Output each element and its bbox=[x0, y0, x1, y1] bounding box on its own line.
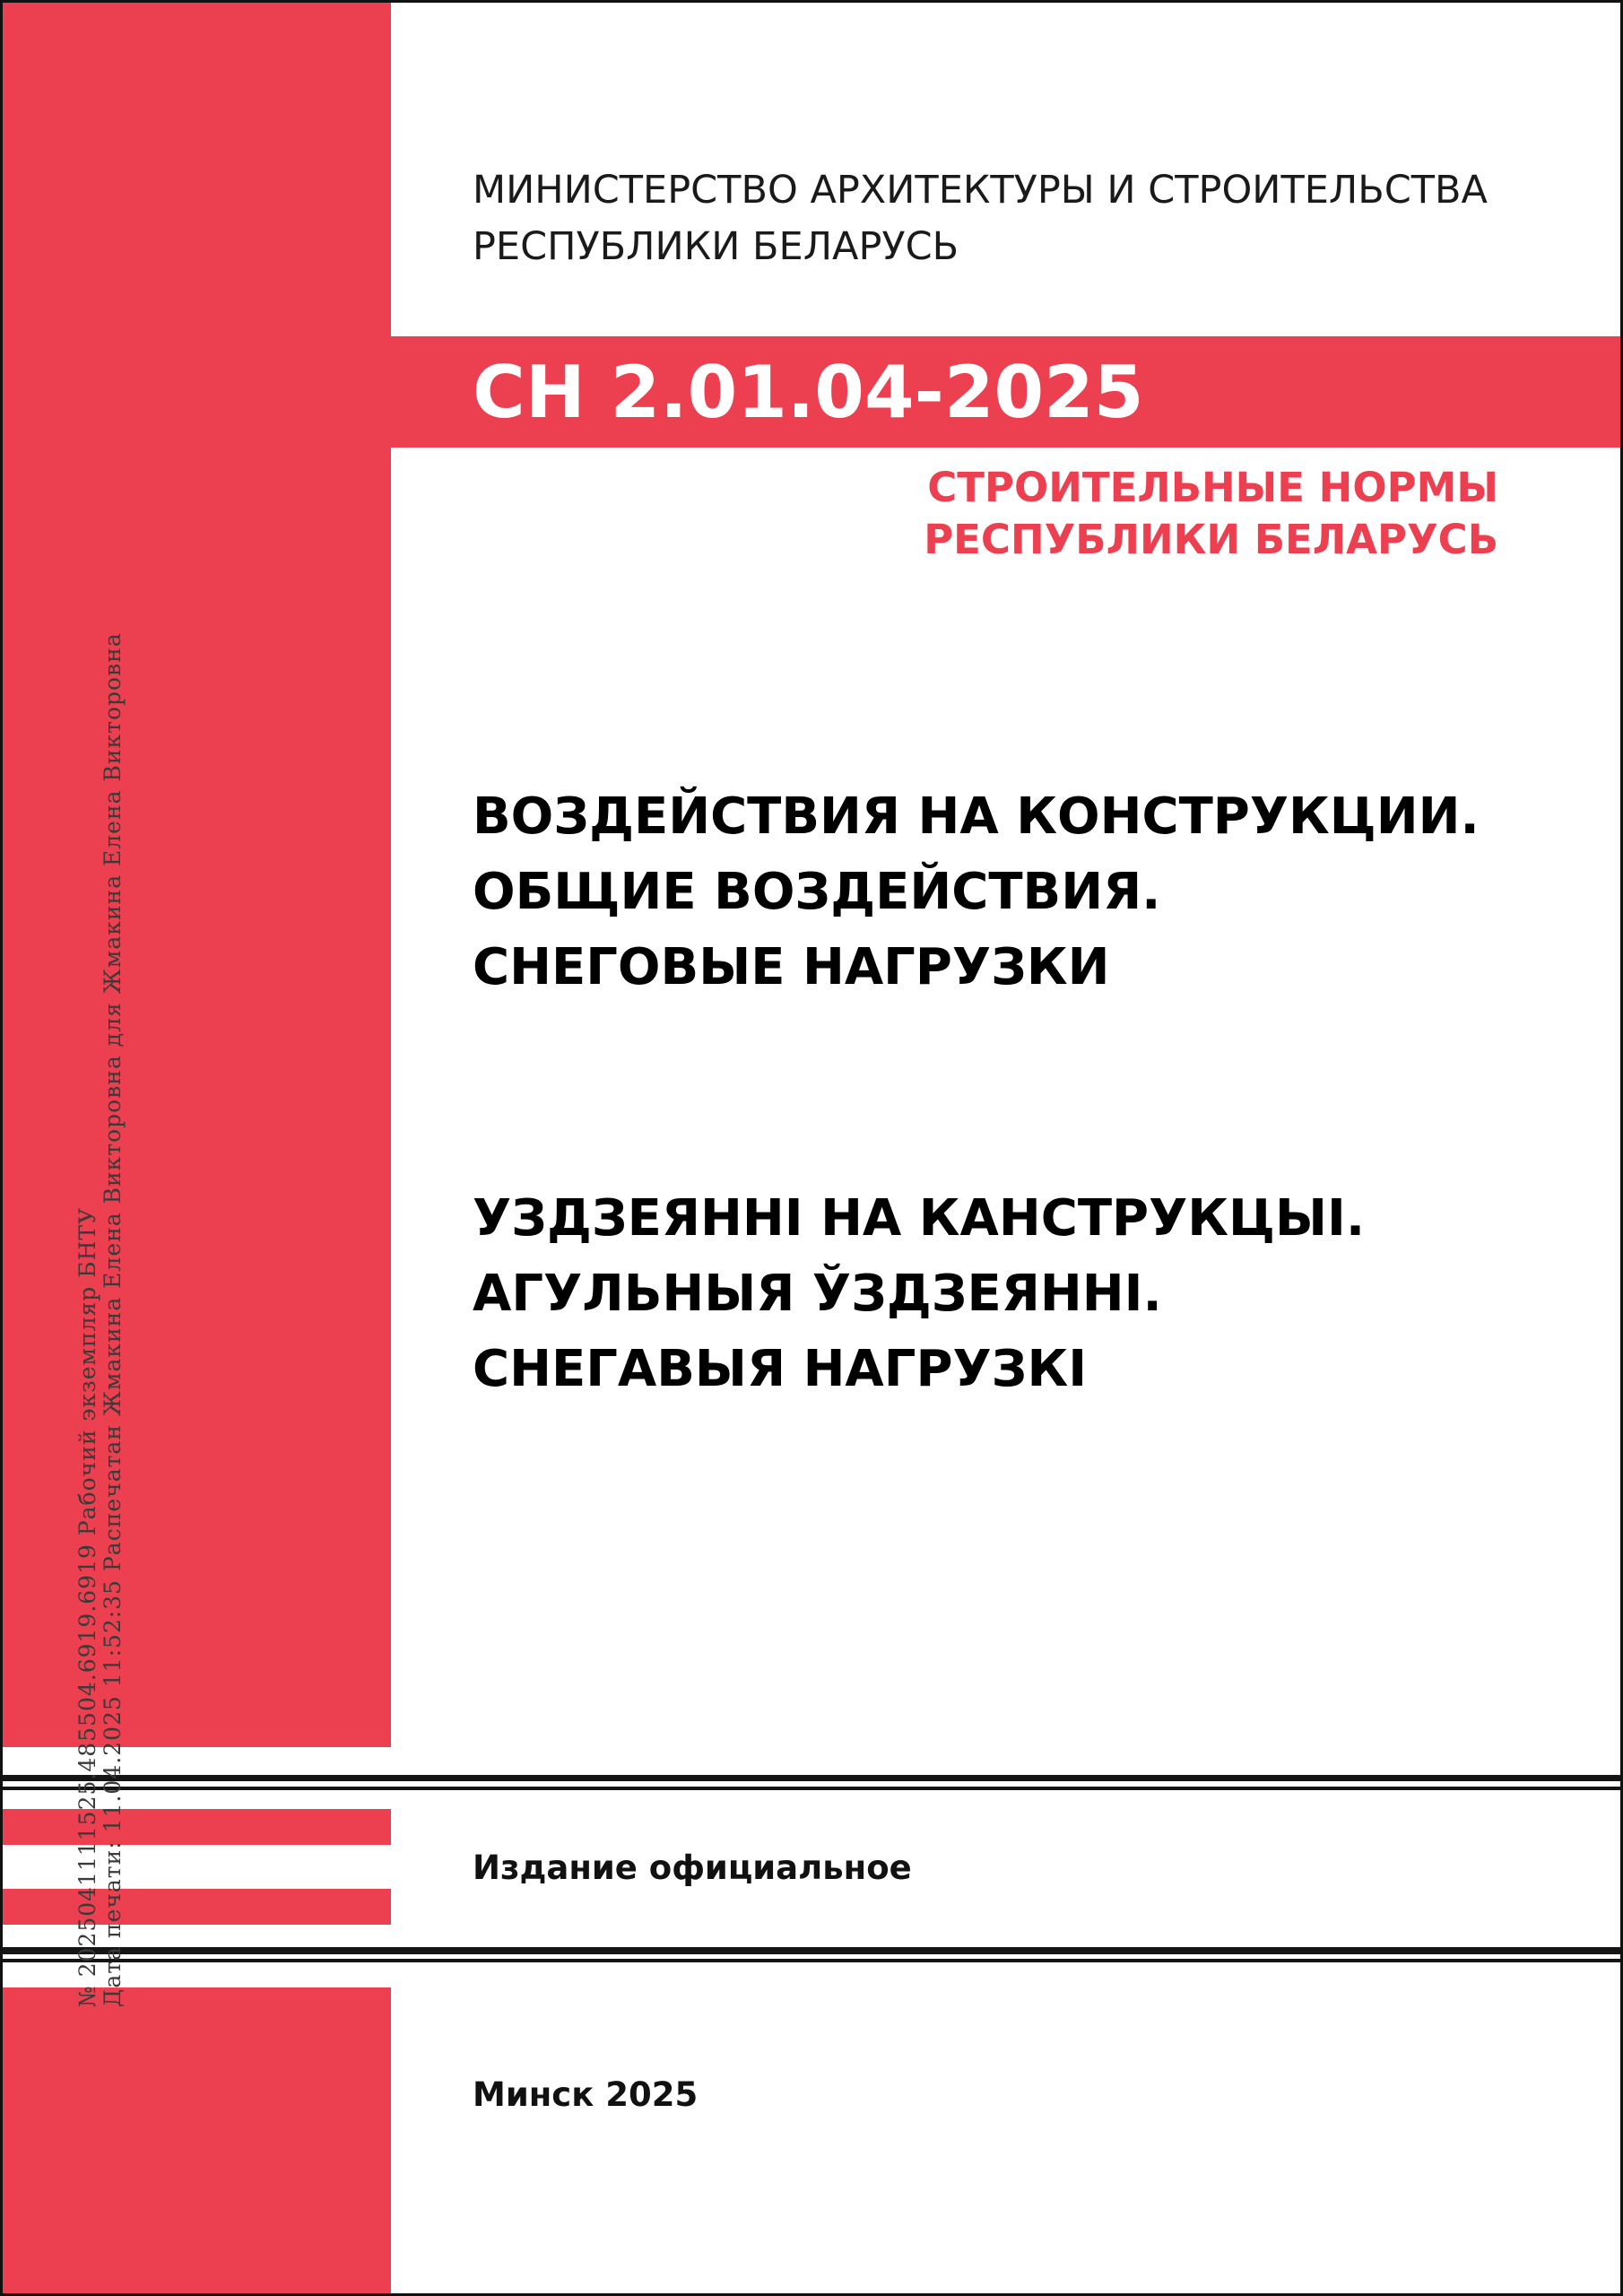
divider-line-top-2 bbox=[3, 1787, 1623, 1790]
title-ru-line-1: ВОЗДЕЙСТВИЯ НА КОНСТРУКЦИИ. bbox=[473, 787, 1480, 846]
ministry-name bbox=[473, 162, 1488, 275]
watermark-line-2: Дата печати: 11.04.2025 11:52:35 Распечатан Жмакина Елена Викторовна для Жмакина Елена Викторовна bbox=[100, 632, 126, 2007]
title-ru-line-3: СНЕГОВЫЕ НАГРУЗКИ bbox=[473, 938, 1110, 996]
title-russian bbox=[473, 779, 1480, 1005]
left-red-band bbox=[3, 3, 391, 1747]
red-stripe-upper bbox=[3, 1809, 391, 1845]
ministry-line-2: РЕСПУБЛИКИ БЕЛАРУСЬ bbox=[473, 224, 959, 269]
divider-line-bottom-1 bbox=[3, 1947, 1623, 1954]
title-be-line-3: СНЕГАВЫЯ НАГРУЗКІ bbox=[473, 1340, 1088, 1398]
title-ru-line-2: ОБЩИЕ ВОЗДЕЙСТВИЯ. bbox=[473, 863, 1161, 921]
print-watermark bbox=[74, 632, 126, 2007]
title-be-line-1: УЗДЗЕЯННІ НА КАНСТРУКЦЫІ. bbox=[473, 1189, 1366, 1248]
edition-label: Издание официальное bbox=[473, 1848, 912, 1887]
divider-line-top-1 bbox=[3, 1775, 1623, 1781]
title-be-line-2: АГУЛЬНЫЯ ЎЗДЗЕЯННІ. bbox=[473, 1265, 1162, 1323]
divider-line-bottom-2 bbox=[3, 1959, 1623, 1962]
watermark-line-1: № 2025041111525.485504.6919.6919 Рабочий экземпляр БНТУ bbox=[74, 1206, 100, 2007]
document-type-line-1: СТРОИТЕЛЬНЫЕ НОРМЫ bbox=[927, 464, 1498, 511]
red-stripe-lower bbox=[3, 1889, 391, 1925]
document-code: СН 2.01.04-2025 bbox=[473, 351, 1144, 434]
ministry-line-1: МИНИСТЕРСТВО АРХИТЕКТУРЫ И СТРОИТЕЛЬСТВА bbox=[473, 168, 1488, 213]
document-type-line-2: РЕСПУБЛИКИ БЕЛАРУСЬ bbox=[924, 516, 1498, 563]
title-belarusian bbox=[473, 1181, 1365, 1407]
left-red-bottom-block bbox=[3, 1987, 391, 2296]
city-year: Минск 2025 bbox=[473, 2075, 699, 2114]
document-type bbox=[924, 462, 1498, 566]
